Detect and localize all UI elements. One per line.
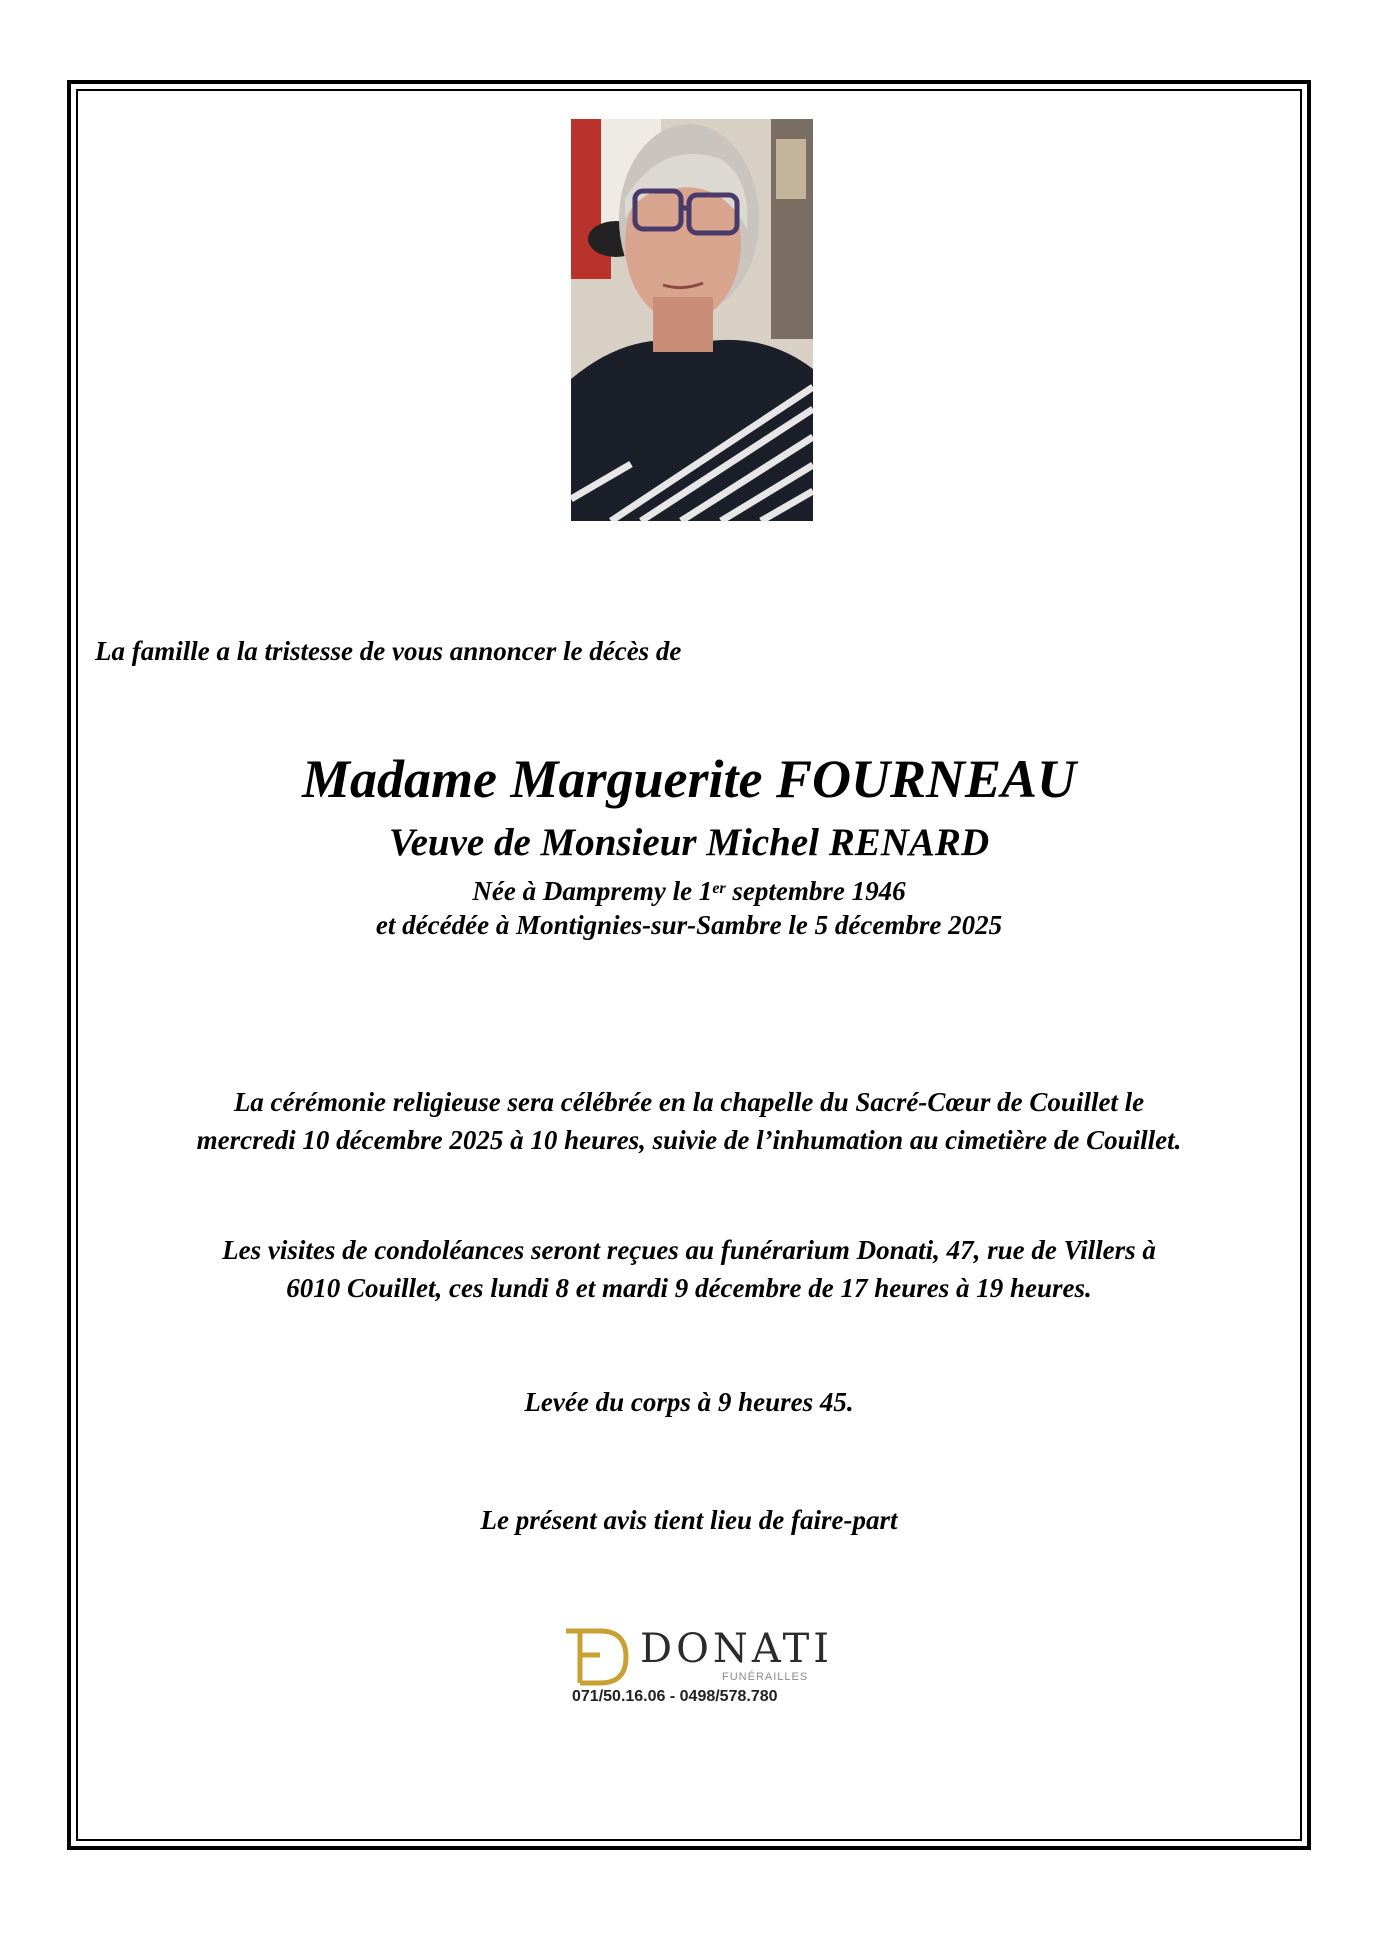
logo-phones: 071/50.16.06 - 0498/578.780 bbox=[572, 1688, 778, 1705]
logo-subtitle: FUNÉRAILLES bbox=[722, 1671, 809, 1683]
ceremony-line-2: mercredi 10 décembre 2025 à 10 heures, suivie de l’inhumation au cimetière de Couillet. bbox=[196, 1125, 1182, 1155]
birth-suffix: septembre 1946 bbox=[725, 876, 906, 906]
notice-text: Le présent avis tient lieu de faire-part bbox=[480, 1505, 898, 1535]
birth-prefix: Née à Dampremy le 1 bbox=[472, 876, 713, 906]
ceremony-line-1: La cérémonie religieuse sera célébrée en la chapelle du Sacré-Cœur de Couillet le bbox=[233, 1087, 1145, 1117]
donati-monogram-icon bbox=[560, 1625, 632, 1687]
visits-info bbox=[80, 1231, 1298, 1307]
birth-info bbox=[80, 874, 1298, 908]
death-info: et décédée à Montignies-sur-Sambre le 5 décembre 2025 bbox=[375, 910, 1003, 940]
deceased-name: Madame Marguerite FOURNEAU bbox=[301, 749, 1077, 809]
portrait-photo bbox=[571, 119, 813, 521]
logo-name: DONATI bbox=[640, 1626, 834, 1672]
birth-sup: er bbox=[712, 880, 726, 897]
intro-text: La famille a la tristesse de vous annoncer le décès de bbox=[95, 636, 682, 666]
visits-line-2: 6010 Couillet, ces lundi 8 et mardi 9 décembre de 17 heures à 19 heures. bbox=[286, 1273, 1092, 1303]
visits-line-1: Les visites de condoléances seront reçues au funérarium Donati, 47, rue de Villers à bbox=[222, 1235, 1156, 1265]
levee-info: Levée du corps à 9 heures 45. bbox=[524, 1387, 854, 1417]
ceremony-info bbox=[80, 1083, 1298, 1159]
donati-logo bbox=[560, 1625, 834, 1717]
widow-of: Veuve de Monsieur Michel RENARD bbox=[388, 821, 990, 864]
